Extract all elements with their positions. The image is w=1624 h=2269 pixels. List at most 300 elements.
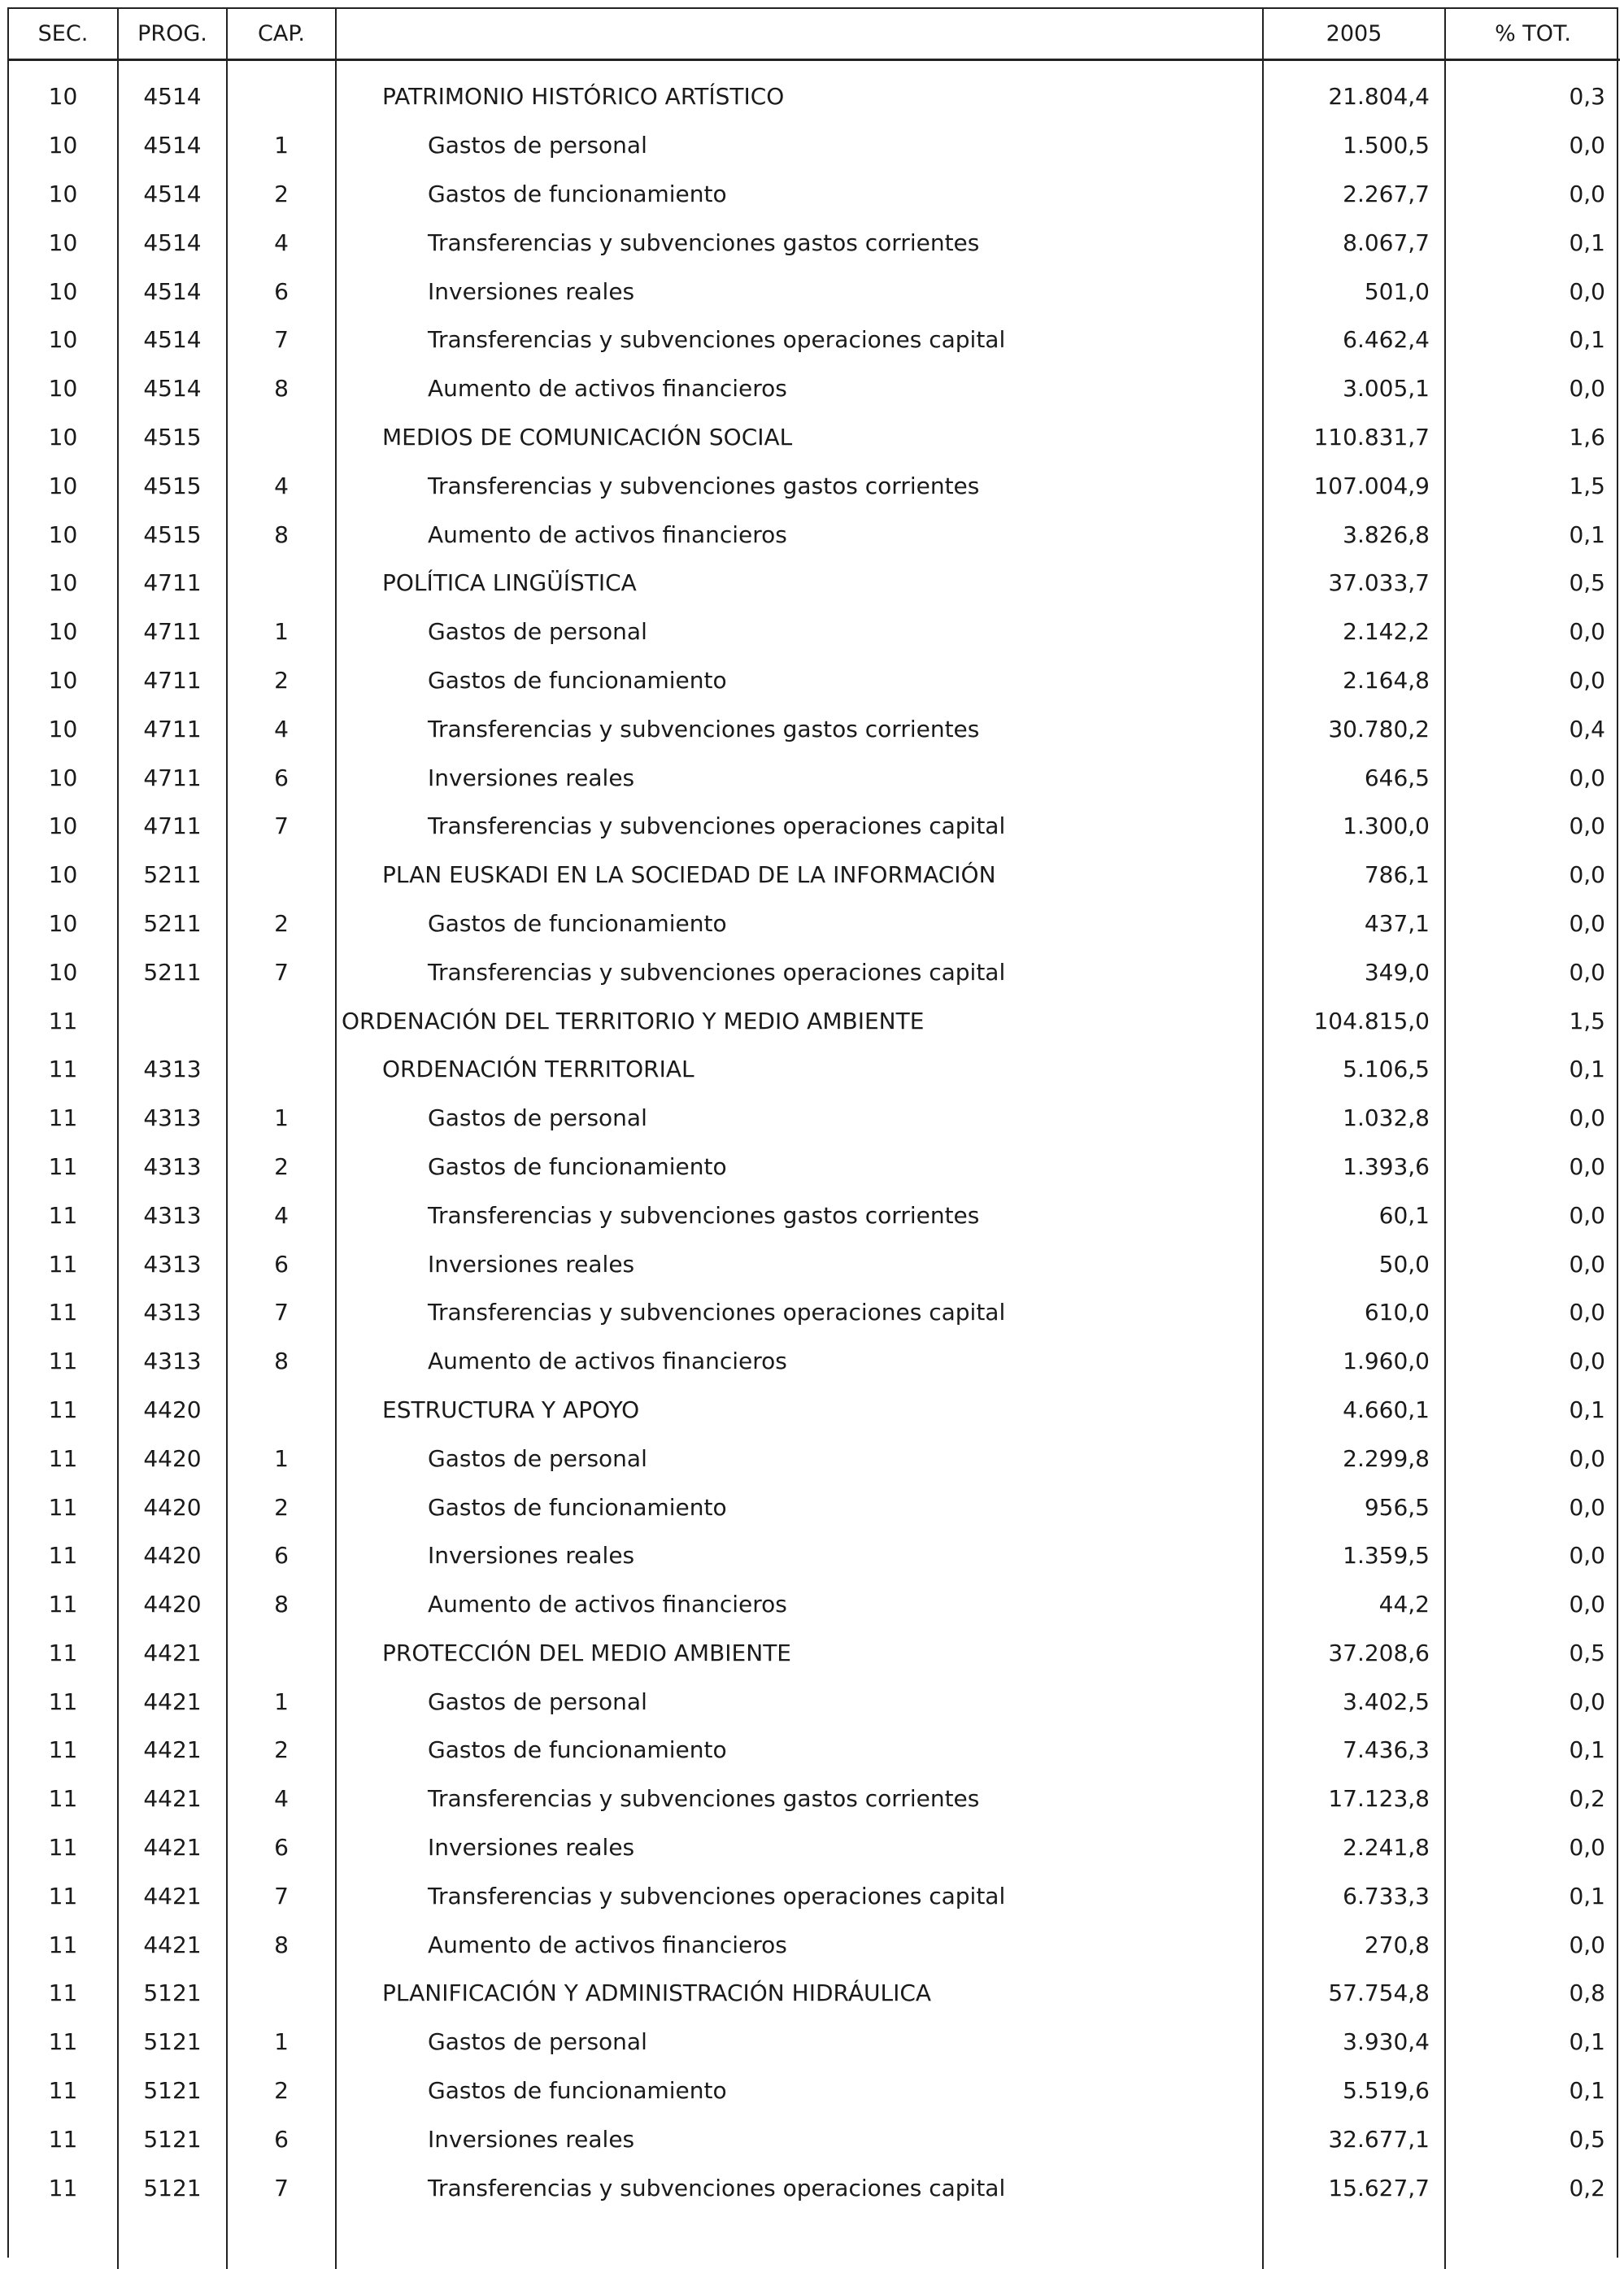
cell-pct-total: 0,1 bbox=[1445, 2066, 1620, 2115]
table-row bbox=[9, 1726, 1620, 1775]
cell-pct-total: 0,0 bbox=[1445, 1337, 1620, 1386]
cell-pct-total: 0,5 bbox=[1445, 1629, 1620, 1678]
cell-prog: 4711 bbox=[118, 559, 227, 608]
cell-prog: 5211 bbox=[118, 899, 227, 948]
cell-prog: 4711 bbox=[118, 802, 227, 851]
cell-sec: 11 bbox=[9, 996, 118, 1045]
table-row bbox=[9, 2114, 1620, 2163]
cell-cap: 7 bbox=[227, 316, 336, 364]
header-prog: PROG. bbox=[118, 9, 227, 60]
cell-description: ORDENACIÓN TERRITORIAL bbox=[336, 1045, 1263, 1094]
table-row bbox=[9, 1871, 1620, 1920]
cell-sec: 11 bbox=[9, 1143, 118, 1191]
cell-sec: 10 bbox=[9, 608, 118, 656]
cell-description: Inversiones reales bbox=[336, 1823, 1263, 1872]
table-row bbox=[9, 1337, 1620, 1386]
table-row bbox=[9, 996, 1620, 1045]
cell-amount-2005: 2.267,7 bbox=[1263, 170, 1445, 219]
cell-amount-2005: 1.359,5 bbox=[1263, 1531, 1445, 1580]
cell-pct-total: 0,0 bbox=[1445, 364, 1620, 413]
cell-cap: 1 bbox=[227, 1677, 336, 1726]
cell-sec: 10 bbox=[9, 267, 118, 316]
table-row bbox=[9, 1629, 1620, 1678]
cell-cap: 2 bbox=[227, 1483, 336, 1531]
cell-sec: 11 bbox=[9, 1969, 118, 2018]
cell-pct-total: 0,0 bbox=[1445, 1580, 1620, 1629]
cell-amount-2005: 6.462,4 bbox=[1263, 316, 1445, 364]
cell-sec: 10 bbox=[9, 413, 118, 462]
cell-amount-2005: 32.677,1 bbox=[1263, 2114, 1445, 2163]
cell-cap: 6 bbox=[227, 1823, 336, 1872]
cell-amount-2005: 437,1 bbox=[1263, 899, 1445, 948]
cell-pct-total: 0,0 bbox=[1445, 802, 1620, 851]
cell-pct-total: 0,1 bbox=[1445, 218, 1620, 267]
table-row bbox=[9, 60, 1620, 121]
cell-prog: 4313 bbox=[118, 1094, 227, 1143]
cell-description: Gastos de personal bbox=[336, 1677, 1263, 1726]
cell-sec: 11 bbox=[9, 1191, 118, 1239]
cell-amount-2005: 107.004,9 bbox=[1263, 461, 1445, 510]
cell-sec: 10 bbox=[9, 121, 118, 170]
empty-cell bbox=[227, 2212, 336, 2269]
table-row bbox=[9, 1239, 1620, 1288]
cell-sec: 11 bbox=[9, 1580, 118, 1629]
cell-prog: 4313 bbox=[118, 1337, 227, 1386]
cell-description: MEDIOS DE COMUNICACIÓN SOCIAL bbox=[336, 413, 1263, 462]
cell-prog: 4313 bbox=[118, 1288, 227, 1337]
cell-pct-total: 0,0 bbox=[1445, 1823, 1620, 1872]
cell-amount-2005: 2.299,8 bbox=[1263, 1434, 1445, 1483]
cell-prog: 4514 bbox=[118, 364, 227, 413]
table-row bbox=[9, 656, 1620, 705]
cell-sec: 10 bbox=[9, 510, 118, 559]
cell-pct-total: 0,8 bbox=[1445, 1969, 1620, 2018]
cell-amount-2005: 37.033,7 bbox=[1263, 559, 1445, 608]
empty-cell bbox=[9, 2212, 118, 2269]
header-row bbox=[9, 9, 1620, 60]
cell-cap: 1 bbox=[227, 1094, 336, 1143]
cell-description: PROTECCIÓN DEL MEDIO AMBIENTE bbox=[336, 1629, 1263, 1678]
cell-cap: 4 bbox=[227, 1191, 336, 1239]
cell-prog: 4313 bbox=[118, 1191, 227, 1239]
cell-cap: 7 bbox=[227, 947, 336, 996]
cell-cap bbox=[227, 851, 336, 899]
cell-description: Gastos de funcionamiento bbox=[336, 1143, 1263, 1191]
cell-sec: 10 bbox=[9, 851, 118, 899]
empty-cell bbox=[336, 2212, 1263, 2269]
cell-cap: 6 bbox=[227, 1531, 336, 1580]
cell-pct-total: 0,1 bbox=[1445, 1045, 1620, 1094]
cell-description: Aumento de activos financieros bbox=[336, 1580, 1263, 1629]
cell-pct-total: 0,0 bbox=[1445, 170, 1620, 219]
cell-prog: 4711 bbox=[118, 704, 227, 753]
cell-pct-total: 0,1 bbox=[1445, 1871, 1620, 1920]
table-row bbox=[9, 1434, 1620, 1483]
cell-amount-2005: 8.067,7 bbox=[1263, 218, 1445, 267]
cell-prog: 4421 bbox=[118, 1677, 227, 1726]
cell-amount-2005: 6.733,3 bbox=[1263, 1871, 1445, 1920]
table-row bbox=[9, 1386, 1620, 1435]
cell-description: Gastos de funcionamiento bbox=[336, 656, 1263, 705]
cell-cap bbox=[227, 60, 336, 121]
cell-cap: 2 bbox=[227, 656, 336, 705]
cell-sec: 11 bbox=[9, 1871, 118, 1920]
cell-sec: 11 bbox=[9, 2018, 118, 2066]
cell-pct-total: 0,1 bbox=[1445, 316, 1620, 364]
cell-prog: 5121 bbox=[118, 2114, 227, 2163]
cell-pct-total: 0,0 bbox=[1445, 1191, 1620, 1239]
cell-cap: 2 bbox=[227, 899, 336, 948]
cell-description: Transferencias y subvenciones gastos corrientes bbox=[336, 1191, 1263, 1239]
cell-description: Aumento de activos financieros bbox=[336, 510, 1263, 559]
cell-amount-2005: 1.300,0 bbox=[1263, 802, 1445, 851]
cell-amount-2005: 44,2 bbox=[1263, 1580, 1445, 1629]
table-row bbox=[9, 1483, 1620, 1531]
cell-cap bbox=[227, 996, 336, 1045]
cell-pct-total: 0,0 bbox=[1445, 1434, 1620, 1483]
table-row bbox=[9, 1191, 1620, 1239]
cell-cap bbox=[227, 559, 336, 608]
cell-description: Gastos de funcionamiento bbox=[336, 899, 1263, 948]
cell-pct-total: 0,0 bbox=[1445, 947, 1620, 996]
table-row bbox=[9, 121, 1620, 170]
cell-pct-total: 0,1 bbox=[1445, 510, 1620, 559]
cell-sec: 11 bbox=[9, 1094, 118, 1143]
cell-amount-2005: 3.402,5 bbox=[1263, 1677, 1445, 1726]
cell-description: Transferencias y subvenciones operaciones capital bbox=[336, 947, 1263, 996]
cell-sec: 10 bbox=[9, 656, 118, 705]
table-row bbox=[9, 947, 1620, 996]
cell-description: Aumento de activos financieros bbox=[336, 364, 1263, 413]
cell-amount-2005: 21.804,4 bbox=[1263, 60, 1445, 121]
cell-prog: 4711 bbox=[118, 753, 227, 802]
cell-pct-total: 0,0 bbox=[1445, 1483, 1620, 1531]
cell-sec: 10 bbox=[9, 899, 118, 948]
cell-sec: 10 bbox=[9, 170, 118, 219]
cell-prog: 4420 bbox=[118, 1386, 227, 1435]
header-sec: SEC. bbox=[9, 9, 118, 60]
table-row bbox=[9, 1094, 1620, 1143]
cell-sec: 11 bbox=[9, 1434, 118, 1483]
cell-prog: 4421 bbox=[118, 1629, 227, 1678]
cell-pct-total: 0,4 bbox=[1445, 704, 1620, 753]
cell-prog: 4515 bbox=[118, 413, 227, 462]
cell-amount-2005: 37.208,6 bbox=[1263, 1629, 1445, 1678]
table-row bbox=[9, 753, 1620, 802]
cell-prog: 4421 bbox=[118, 1775, 227, 1823]
cell-cap: 7 bbox=[227, 802, 336, 851]
cell-amount-2005: 349,0 bbox=[1263, 947, 1445, 996]
table-row bbox=[9, 1143, 1620, 1191]
cell-prog: 4420 bbox=[118, 1434, 227, 1483]
cell-prog: 4515 bbox=[118, 461, 227, 510]
cell-cap: 4 bbox=[227, 704, 336, 753]
cell-description: Transferencias y subvenciones operaciones capital bbox=[336, 2163, 1263, 2212]
cell-sec: 10 bbox=[9, 218, 118, 267]
cell-pct-total: 0,5 bbox=[1445, 559, 1620, 608]
cell-prog: 5121 bbox=[118, 2018, 227, 2066]
cell-amount-2005: 786,1 bbox=[1263, 851, 1445, 899]
cell-description: Inversiones reales bbox=[336, 267, 1263, 316]
cell-sec: 11 bbox=[9, 1337, 118, 1386]
cell-description: ORDENACIÓN DEL TERRITORIO Y MEDIO AMBIENTE bbox=[336, 996, 1263, 1045]
cell-sec: 10 bbox=[9, 316, 118, 364]
cell-pct-total: 0,0 bbox=[1445, 851, 1620, 899]
cell-pct-total: 0,0 bbox=[1445, 1239, 1620, 1288]
table-row bbox=[9, 2066, 1620, 2115]
cell-sec: 10 bbox=[9, 753, 118, 802]
table-row bbox=[9, 316, 1620, 364]
cell-prog: 4420 bbox=[118, 1483, 227, 1531]
cell-amount-2005: 5.106,5 bbox=[1263, 1045, 1445, 1094]
cell-cap: 1 bbox=[227, 121, 336, 170]
cell-pct-total: 0,1 bbox=[1445, 2018, 1620, 2066]
cell-sec: 10 bbox=[9, 60, 118, 121]
cell-description: Inversiones reales bbox=[336, 2114, 1263, 2163]
cell-amount-2005: 104.815,0 bbox=[1263, 996, 1445, 1045]
cell-description: Gastos de funcionamiento bbox=[336, 170, 1263, 219]
cell-sec: 11 bbox=[9, 1726, 118, 1775]
cell-description: Inversiones reales bbox=[336, 753, 1263, 802]
cell-description: Aumento de activos financieros bbox=[336, 1337, 1263, 1386]
cell-pct-total: 1,6 bbox=[1445, 413, 1620, 462]
cell-prog: 4421 bbox=[118, 1871, 227, 1920]
cell-description: Gastos de funcionamiento bbox=[336, 1726, 1263, 1775]
table-row bbox=[9, 608, 1620, 656]
cell-cap bbox=[227, 1045, 336, 1094]
cell-cap: 6 bbox=[227, 267, 336, 316]
cell-amount-2005: 2.142,2 bbox=[1263, 608, 1445, 656]
cell-pct-total: 0,1 bbox=[1445, 1726, 1620, 1775]
cell-description: POLÍTICA LINGÜÍSTICA bbox=[336, 559, 1263, 608]
cell-sec: 11 bbox=[9, 1239, 118, 1288]
table-header bbox=[9, 9, 1620, 60]
cell-amount-2005: 30.780,2 bbox=[1263, 704, 1445, 753]
cell-amount-2005: 5.519,6 bbox=[1263, 2066, 1445, 2115]
empty-cell bbox=[1445, 2212, 1620, 2269]
cell-description: Gastos de personal bbox=[336, 608, 1263, 656]
cell-cap bbox=[227, 1969, 336, 2018]
cell-sec: 11 bbox=[9, 1483, 118, 1531]
cell-pct-total: 0,2 bbox=[1445, 1775, 1620, 1823]
cell-amount-2005: 3.930,4 bbox=[1263, 2018, 1445, 2066]
cell-description: Gastos de personal bbox=[336, 2018, 1263, 2066]
cell-prog: 4711 bbox=[118, 656, 227, 705]
cell-cap: 2 bbox=[227, 2066, 336, 2115]
cell-amount-2005: 2.241,8 bbox=[1263, 1823, 1445, 1872]
cell-description: Transferencias y subvenciones gastos corrientes bbox=[336, 461, 1263, 510]
table-row bbox=[9, 899, 1620, 948]
table-row bbox=[9, 1920, 1620, 1969]
cell-sec: 10 bbox=[9, 947, 118, 996]
cell-cap: 7 bbox=[227, 1871, 336, 1920]
cell-sec: 11 bbox=[9, 2163, 118, 2212]
cell-prog: 5211 bbox=[118, 947, 227, 996]
cell-prog: 4515 bbox=[118, 510, 227, 559]
cell-sec: 11 bbox=[9, 1629, 118, 1678]
cell-prog: 4420 bbox=[118, 1580, 227, 1629]
cell-cap bbox=[227, 413, 336, 462]
cell-amount-2005: 501,0 bbox=[1263, 267, 1445, 316]
cell-amount-2005: 270,8 bbox=[1263, 1920, 1445, 1969]
cell-description: Gastos de personal bbox=[336, 1434, 1263, 1483]
cell-pct-total: 0,0 bbox=[1445, 121, 1620, 170]
cell-cap: 7 bbox=[227, 1288, 336, 1337]
cell-sec: 10 bbox=[9, 461, 118, 510]
cell-cap: 4 bbox=[227, 218, 336, 267]
table-row bbox=[9, 1531, 1620, 1580]
cell-cap: 4 bbox=[227, 461, 336, 510]
cell-cap: 2 bbox=[227, 1143, 336, 1191]
cell-sec: 11 bbox=[9, 1677, 118, 1726]
cell-description: Gastos de funcionamiento bbox=[336, 1483, 1263, 1531]
cell-sec: 11 bbox=[9, 2114, 118, 2163]
cell-prog: 4514 bbox=[118, 121, 227, 170]
cell-cap: 8 bbox=[227, 1920, 336, 1969]
cell-cap: 8 bbox=[227, 1337, 336, 1386]
cell-pct-total: 0,0 bbox=[1445, 608, 1620, 656]
cell-cap: 1 bbox=[227, 2018, 336, 2066]
cell-prog: 5121 bbox=[118, 2163, 227, 2212]
table-row bbox=[9, 413, 1620, 462]
cell-description: Transferencias y subvenciones gastos corrientes bbox=[336, 1775, 1263, 1823]
cell-prog: 4514 bbox=[118, 218, 227, 267]
cell-cap: 6 bbox=[227, 753, 336, 802]
cell-cap: 4 bbox=[227, 1775, 336, 1823]
table-row bbox=[9, 704, 1620, 753]
cell-sec: 11 bbox=[9, 1288, 118, 1337]
cell-cap: 8 bbox=[227, 364, 336, 413]
cell-cap: 8 bbox=[227, 510, 336, 559]
cell-description: Inversiones reales bbox=[336, 1531, 1263, 1580]
table-row bbox=[9, 802, 1620, 851]
cell-sec: 11 bbox=[9, 1823, 118, 1872]
cell-amount-2005: 17.123,8 bbox=[1263, 1775, 1445, 1823]
header-description bbox=[336, 9, 1263, 60]
cell-pct-total: 0,0 bbox=[1445, 1094, 1620, 1143]
cell-description: PATRIMONIO HISTÓRICO ARTÍSTICO bbox=[336, 60, 1263, 121]
cell-amount-2005: 956,5 bbox=[1263, 1483, 1445, 1531]
cell-cap: 1 bbox=[227, 608, 336, 656]
cell-cap: 6 bbox=[227, 1239, 336, 1288]
cell-amount-2005: 646,5 bbox=[1263, 753, 1445, 802]
cell-prog: 4421 bbox=[118, 1726, 227, 1775]
cell-cap: 8 bbox=[227, 1580, 336, 1629]
cell-description: Transferencias y subvenciones operaciones capital bbox=[336, 802, 1263, 851]
cell-prog: 4313 bbox=[118, 1239, 227, 1288]
cell-amount-2005: 110.831,7 bbox=[1263, 413, 1445, 462]
cell-amount-2005: 1.960,0 bbox=[1263, 1337, 1445, 1386]
cell-amount-2005: 4.660,1 bbox=[1263, 1386, 1445, 1435]
table-row bbox=[9, 1969, 1620, 2018]
cell-pct-total: 0,0 bbox=[1445, 1677, 1620, 1726]
header-year: 2005 bbox=[1263, 9, 1445, 60]
cell-prog: 5121 bbox=[118, 1969, 227, 2018]
header-pct-total: % TOT. bbox=[1445, 9, 1620, 60]
cell-description: Transferencias y subvenciones gastos corrientes bbox=[336, 704, 1263, 753]
cell-description: Aumento de activos financieros bbox=[336, 1920, 1263, 1969]
table-row bbox=[9, 559, 1620, 608]
cell-amount-2005: 610,0 bbox=[1263, 1288, 1445, 1337]
empty-cell bbox=[118, 2212, 227, 2269]
table-row bbox=[9, 851, 1620, 899]
cell-pct-total: 1,5 bbox=[1445, 996, 1620, 1045]
cell-sec: 11 bbox=[9, 1386, 118, 1435]
cell-prog: 4313 bbox=[118, 1045, 227, 1094]
table-row bbox=[9, 1045, 1620, 1094]
table-row bbox=[9, 267, 1620, 316]
table-row bbox=[9, 1288, 1620, 1337]
cell-amount-2005: 7.436,3 bbox=[1263, 1726, 1445, 1775]
cell-pct-total: 0,0 bbox=[1445, 899, 1620, 948]
cell-prog: 5121 bbox=[118, 2066, 227, 2115]
cell-description: Transferencias y subvenciones operaciones capital bbox=[336, 316, 1263, 364]
cell-sec: 11 bbox=[9, 2066, 118, 2115]
cell-pct-total: 0,0 bbox=[1445, 267, 1620, 316]
cell-description: PLANIFICACIÓN Y ADMINISTRACIÓN HIDRÁULICA bbox=[336, 1969, 1263, 2018]
cell-amount-2005: 57.754,8 bbox=[1263, 1969, 1445, 2018]
cell-cap bbox=[227, 1386, 336, 1435]
cell-amount-2005: 15.627,7 bbox=[1263, 2163, 1445, 2212]
filler-row bbox=[9, 2212, 1620, 2269]
cell-pct-total: 0,5 bbox=[1445, 2114, 1620, 2163]
cell-amount-2005: 1.393,6 bbox=[1263, 1143, 1445, 1191]
cell-description: Gastos de funcionamiento bbox=[336, 2066, 1263, 2115]
cell-cap bbox=[227, 1629, 336, 1678]
cell-description: Gastos de personal bbox=[336, 121, 1263, 170]
cell-cap: 6 bbox=[227, 2114, 336, 2163]
table-row bbox=[9, 461, 1620, 510]
cell-pct-total: 0,0 bbox=[1445, 1920, 1620, 1969]
cell-sec: 11 bbox=[9, 1775, 118, 1823]
cell-amount-2005: 3.826,8 bbox=[1263, 510, 1445, 559]
cell-pct-total: 0,0 bbox=[1445, 1288, 1620, 1337]
table-row bbox=[9, 1677, 1620, 1726]
cell-sec: 11 bbox=[9, 1531, 118, 1580]
cell-amount-2005: 60,1 bbox=[1263, 1191, 1445, 1239]
cell-amount-2005: 50,0 bbox=[1263, 1239, 1445, 1288]
cell-prog: 4514 bbox=[118, 60, 227, 121]
cell-amount-2005: 1.032,8 bbox=[1263, 1094, 1445, 1143]
cell-prog: 4711 bbox=[118, 608, 227, 656]
cell-pct-total: 0,0 bbox=[1445, 753, 1620, 802]
budget-table-sheet bbox=[7, 7, 1618, 2258]
cell-description: ESTRUCTURA Y APOYO bbox=[336, 1386, 1263, 1435]
cell-amount-2005: 2.164,8 bbox=[1263, 656, 1445, 705]
cell-prog: 4421 bbox=[118, 1920, 227, 1969]
table-row bbox=[9, 218, 1620, 267]
cell-prog: 4514 bbox=[118, 316, 227, 364]
table-body bbox=[9, 60, 1620, 2269]
empty-cell bbox=[1263, 2212, 1445, 2269]
table-row bbox=[9, 364, 1620, 413]
cell-cap: 2 bbox=[227, 170, 336, 219]
table-row bbox=[9, 510, 1620, 559]
table-row bbox=[9, 170, 1620, 219]
cell-pct-total: 1,5 bbox=[1445, 461, 1620, 510]
table-row bbox=[9, 1580, 1620, 1629]
table-row bbox=[9, 2163, 1620, 2212]
cell-cap: 7 bbox=[227, 2163, 336, 2212]
cell-sec: 10 bbox=[9, 704, 118, 753]
cell-prog: 4421 bbox=[118, 1823, 227, 1872]
cell-prog: 4420 bbox=[118, 1531, 227, 1580]
table-row bbox=[9, 2018, 1620, 2066]
cell-description: Transferencias y subvenciones operaciones capital bbox=[336, 1288, 1263, 1337]
cell-description: Inversiones reales bbox=[336, 1239, 1263, 1288]
cell-pct-total: 0,0 bbox=[1445, 1531, 1620, 1580]
table-row bbox=[9, 1823, 1620, 1872]
